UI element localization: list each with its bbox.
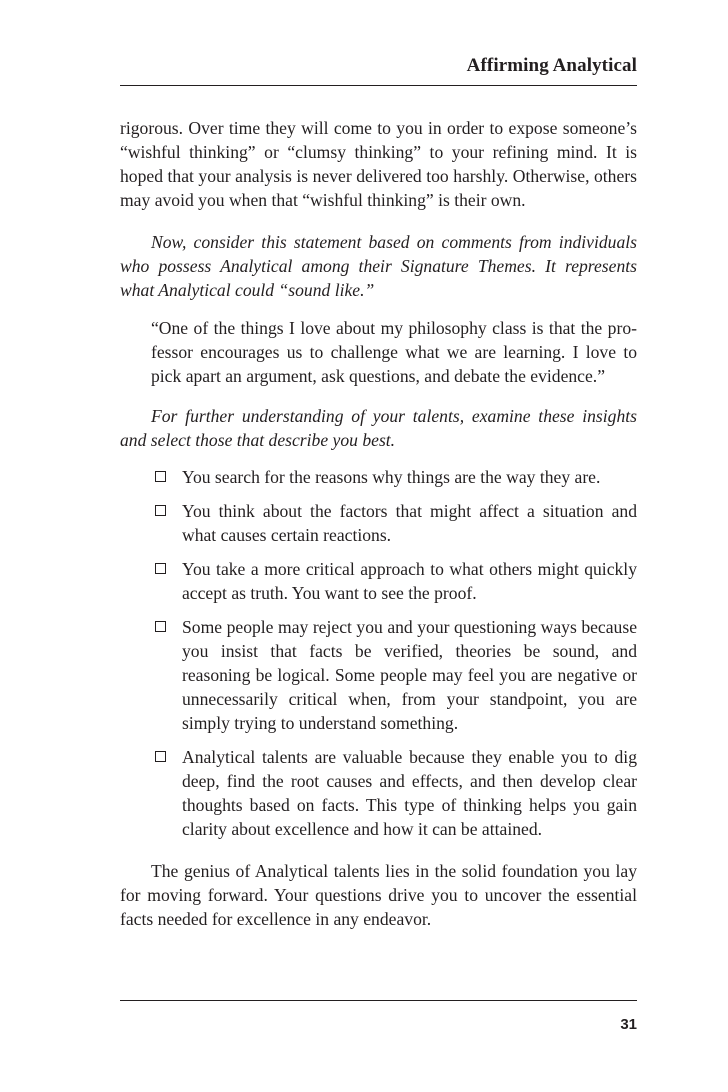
checkbox-icon — [155, 621, 166, 632]
checklist-item — [120, 557, 637, 605]
closing-paragraph: The genius of Analytical talents lies in the solid foundation you lay for moving forward. Your questions drive you to uncover the essential facts needed for excellence in any endeavor. — [120, 861, 637, 929]
checkbox-icon — [155, 505, 166, 516]
continuation-paragraph: rigorous. Over time they will come to you in order to expose someone’s “wishful thinking” or “clumsy thinking” to your refining mind. It is hoped that your analysis is never delivered too harshly. Otherwise, others may avoid you when that “wishful thinking” is their own. — [120, 118, 637, 210]
quote-paragraph: “One of the things I love about my philosophy class is that the professor encourages us to challenge what we are learning. I love to pick apart an argument, ask questions, and debate the evidence.” — [151, 318, 637, 386]
checklist-item-text: You search for the reasons why things are the way they are. — [182, 467, 601, 487]
checkbox-icon — [155, 471, 166, 482]
checkbox-icon — [155, 751, 166, 762]
intro-italic-paragraph: Now, consider this statement based on comments from individuals who possess Analytical among their Signature Themes. It represents what Analytical could “sound like.” — [120, 232, 637, 300]
footer-rule — [120, 1000, 637, 1001]
checkbox-icon — [155, 563, 166, 574]
insights-checklist — [120, 465, 637, 841]
checklist-item — [120, 499, 637, 547]
header-rule — [120, 85, 637, 86]
checklist-item-text: You take a more critical approach to what others might quickly accept as truth. You want to see the proof. — [182, 559, 637, 603]
checklist-item — [120, 615, 637, 735]
insights-italic-paragraph: For further understanding of your talents, examine these insights and select those that describe you best. — [120, 406, 637, 450]
running-head: Affirming Analytical — [466, 55, 637, 76]
checklist-item — [120, 745, 637, 841]
checklist-item-text: Analytical talents are valuable because they enable you to dig deep, find the root causes and effects, and then develop clear thoughts based on facts. This type of thinking helps you gain clarity about excellence and how it can be attained. — [182, 747, 637, 839]
body-text — [120, 116, 637, 931]
checklist-item-text: Some people may reject you and your questioning ways because you insist that facts be verified, theories be sound, and reasoning be logical. Some people may feel you are negative or unnecessarily critical when, from your standpoint, you are simply trying to understand something. — [182, 617, 637, 733]
page-number: 31 — [620, 1016, 637, 1033]
checklist-item — [120, 465, 637, 489]
checklist-item-text: You think about the factors that might affect a situation and what causes certain reactions. — [182, 501, 637, 545]
